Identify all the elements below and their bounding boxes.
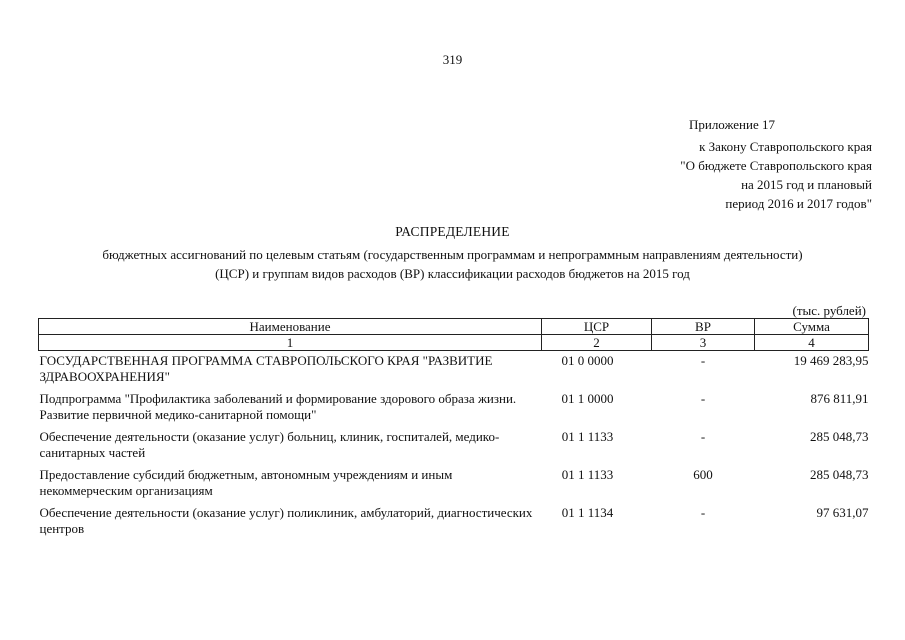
row-vr: -: [700, 429, 706, 444]
row-name: Подпрограмма "Профилактика заболеваний и формирование здорового образа жизни. Развитие первичной медико-санитарной помощи": [39, 391, 517, 422]
row-csr: 01 1 1133: [561, 467, 614, 482]
column-header-name: Наименование: [39, 319, 542, 335]
table-body: [39, 351, 869, 542]
table-header: [39, 319, 869, 351]
row-csr: 01 1 0000: [561, 391, 614, 406]
page-number: 319: [442, 52, 463, 67]
column-number: 1: [39, 335, 542, 351]
row-vr: 600: [693, 467, 713, 482]
column-number: 3: [652, 335, 755, 351]
row-name: Обеспечение деятельности (оказание услуг) больниц, клиник, госпиталей, медико-санитарных частей: [39, 429, 500, 460]
law-ref-line: к Закону Ставропольского края: [699, 139, 872, 154]
table-row: [39, 427, 869, 465]
subtitle-line: бюджетных ассигнований по целевым статьям (государственным программам и непрограммным направлениям деятельности): [102, 247, 803, 262]
row-csr: 01 1 1134: [561, 505, 614, 520]
subtitle-line: (ЦСР) и группам видов расходов (ВР) классификации расходов бюджетов на 2015 год: [215, 266, 690, 281]
document-subtitle: [20, 245, 885, 283]
row-csr: 01 0 0000: [561, 353, 614, 368]
law-reference: [560, 137, 872, 213]
row-sum: 285 048,73: [810, 467, 869, 482]
row-vr: -: [700, 391, 706, 406]
row-csr: 01 1 1133: [561, 429, 614, 444]
row-vr: -: [700, 505, 706, 520]
appendix-label: Приложение 17: [688, 117, 775, 132]
table-row: [39, 389, 869, 427]
row-sum: 19 469 283,95: [793, 353, 869, 368]
row-sum: 97 631,07: [816, 505, 869, 520]
row-name: Обеспечение деятельности (оказание услуг) поликлиник, амбулаторий, диагностических центров: [39, 505, 533, 536]
document-title: РАСПРЕДЕЛЕНИЕ: [395, 224, 510, 239]
table-header-row: [39, 319, 869, 335]
row-vr: -: [700, 353, 706, 368]
table-row: [39, 503, 869, 541]
budget-allocation-table: [38, 318, 869, 541]
row-sum: 285 048,73: [810, 429, 869, 444]
law-ref-line: "О бюджете Ставропольского края: [680, 158, 872, 173]
column-number: 4: [755, 335, 869, 351]
law-ref-line: период 2016 и 2017 годов": [725, 196, 872, 211]
table-row: [39, 351, 869, 390]
law-ref-line: на 2015 год и плановый: [741, 177, 872, 192]
row-sum: 876 811,91: [810, 391, 869, 406]
units-note: (тыс. рублей): [792, 303, 866, 318]
row-name: Предоставление субсидий бюджетным, автономным учреждениям и иным некоммерческим организациям: [39, 467, 453, 498]
table-row: [39, 465, 869, 503]
column-number: 2: [542, 335, 652, 351]
column-header-sum: Сумма: [755, 319, 869, 335]
row-name: ГОСУДАРСТВЕННАЯ ПРОГРАММА СТАВРОПОЛЬСКОГО КРАЯ "РАЗВИТИЕ ЗДРАВООХРАНЕНИЯ": [39, 353, 493, 384]
column-header-vr: ВР: [652, 319, 755, 335]
column-number-row: [39, 335, 869, 351]
column-header-csr: ЦСР: [542, 319, 652, 335]
